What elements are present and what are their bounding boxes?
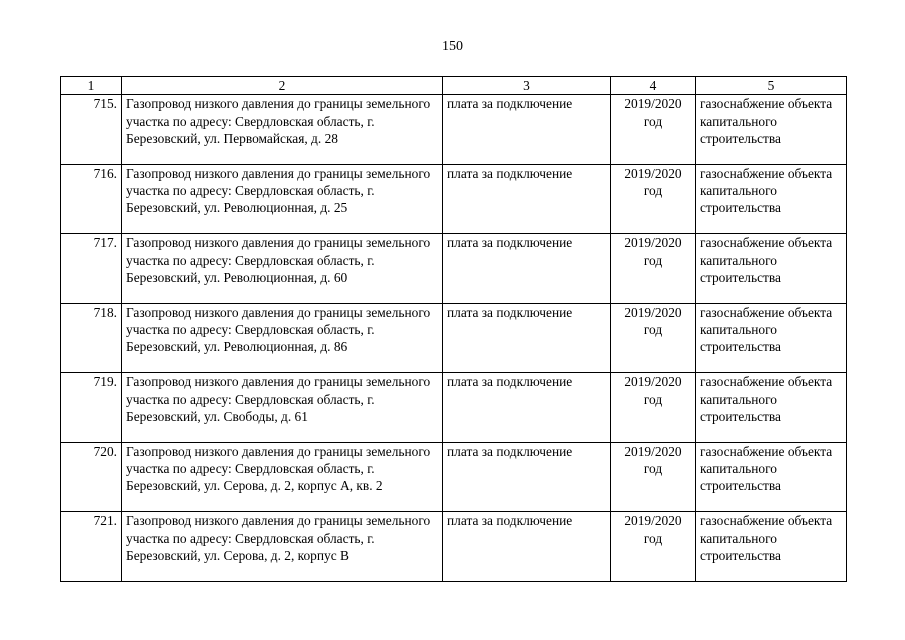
funding-source: плата за подключение — [443, 512, 611, 582]
row-number: 718. — [61, 303, 122, 373]
object-name: Газопровод низкого давления до границы земельного участка по адресу: Свердловская область, г. Березовский, ул. Революционная, д. 25 — [122, 164, 443, 234]
table-row — [61, 95, 847, 165]
table-row — [61, 164, 847, 234]
purpose: газоснабжение объекта капитального строительства — [696, 303, 847, 373]
funding-source: плата за подключение — [443, 164, 611, 234]
funding-source: плата за подключение — [443, 234, 611, 304]
table-row — [61, 442, 847, 512]
implementation-period: 2019/2020 год — [611, 442, 696, 512]
object-name: Газопровод низкого давления до границы земельного участка по адресу: Свердловская область, г. Березовский, ул. Первомайская, д. 28 — [122, 95, 443, 165]
funding-source: плата за подключение — [443, 95, 611, 165]
funding-source: плата за подключение — [443, 373, 611, 443]
column-header: 5 — [696, 77, 847, 95]
funding-source: плата за подключение — [443, 442, 611, 512]
purpose: газоснабжение объекта капитального строительства — [696, 442, 847, 512]
row-number: 717. — [61, 234, 122, 304]
row-number: 720. — [61, 442, 122, 512]
table-row — [61, 512, 847, 582]
row-number: 716. — [61, 164, 122, 234]
row-number: 715. — [61, 95, 122, 165]
implementation-period: 2019/2020 год — [611, 164, 696, 234]
object-name: Газопровод низкого давления до границы земельного участка по адресу: Свердловская область, г. Березовский, ул. Революционная, д. 86 — [122, 303, 443, 373]
object-name: Газопровод низкого давления до границы земельного участка по адресу: Свердловская область, г. Березовский, ул. Серова, д. 2, корпус А, кв. 2 — [122, 442, 443, 512]
table-row — [61, 373, 847, 443]
registry-table — [60, 76, 847, 582]
purpose: газоснабжение объекта капитального строительства — [696, 373, 847, 443]
implementation-period: 2019/2020 год — [611, 95, 696, 165]
purpose: газоснабжение объекта капитального строительства — [696, 164, 847, 234]
object-name: Газопровод низкого давления до границы земельного участка по адресу: Свердловская область, г. Березовский, ул. Серова, д. 2, корпус В — [122, 512, 443, 582]
implementation-period: 2019/2020 год — [611, 234, 696, 304]
column-header: 1 — [61, 77, 122, 95]
purpose: газоснабжение объекта капитального строительства — [696, 95, 847, 165]
row-number: 719. — [61, 373, 122, 443]
table-header-row — [61, 77, 847, 95]
row-number: 721. — [61, 512, 122, 582]
purpose: газоснабжение объекта капитального строительства — [696, 512, 847, 582]
table-row — [61, 303, 847, 373]
page-number: 150 — [442, 39, 463, 54]
object-name: Газопровод низкого давления до границы земельного участка по адресу: Свердловская область, г. Березовский, ул. Свободы, д. 61 — [122, 373, 443, 443]
table-row — [61, 234, 847, 304]
column-header: 4 — [611, 77, 696, 95]
purpose: газоснабжение объекта капитального строительства — [696, 234, 847, 304]
implementation-period: 2019/2020 год — [611, 303, 696, 373]
implementation-period: 2019/2020 год — [611, 512, 696, 582]
column-header: 2 — [122, 77, 443, 95]
column-header: 3 — [443, 77, 611, 95]
implementation-period: 2019/2020 год — [611, 373, 696, 443]
object-name: Газопровод низкого давления до границы земельного участка по адресу: Свердловская область, г. Березовский, ул. Революционная, д. 60 — [122, 234, 443, 304]
funding-source: плата за подключение — [443, 303, 611, 373]
